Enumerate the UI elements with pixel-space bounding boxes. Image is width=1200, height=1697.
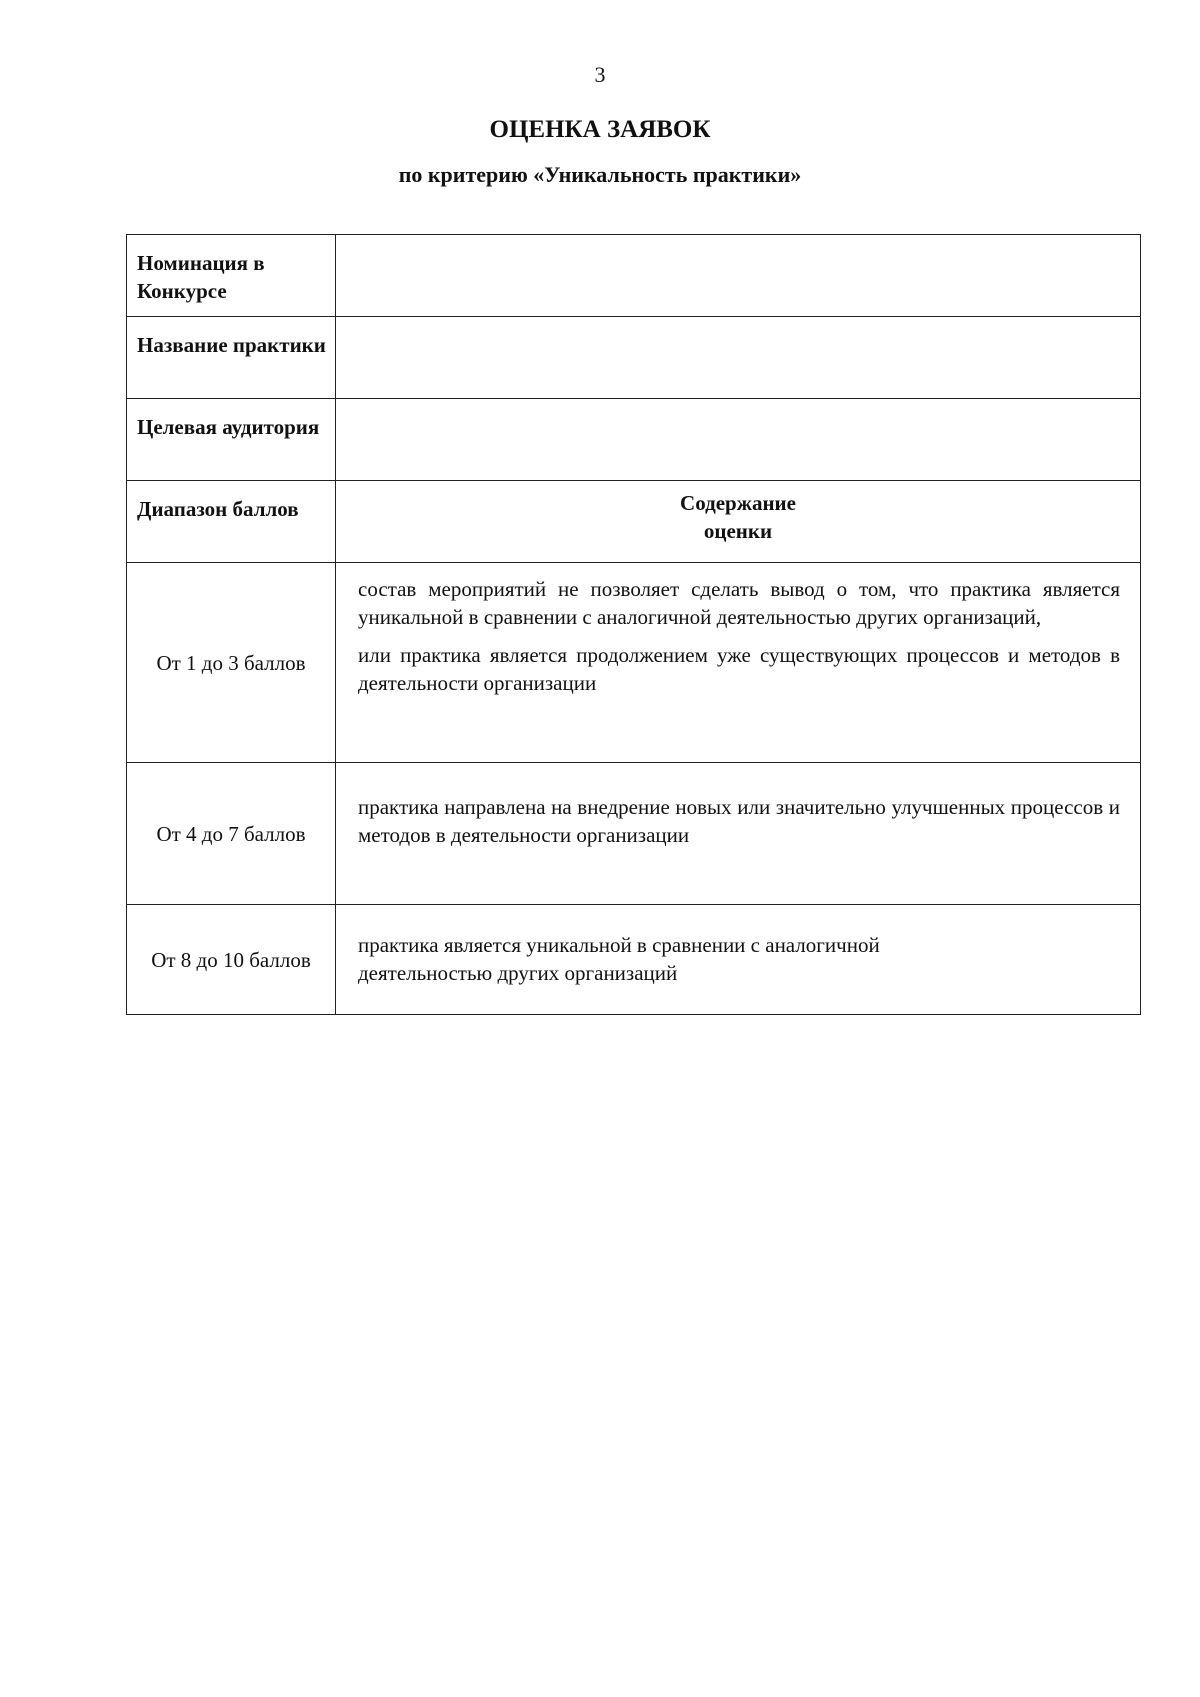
range-column-header: Диапазон баллов [127,481,336,563]
table-header-row [127,481,1141,563]
score-range-4-7: От 4 до 7 баллов [127,763,336,905]
score-range-8-10: От 8 до 10 баллов [127,905,336,1015]
nomination-value[interactable] [336,235,1141,317]
score-row-4-7 [127,763,1141,905]
content-column-header-text: Содержание оценки [680,491,796,543]
score-range-1-3: От 1 до 3 баллов [127,563,336,763]
table-row-nomination [127,235,1141,317]
score-description-4-7 [336,763,1141,905]
evaluation-table [126,234,1141,1015]
score-description-paragraph: состав мероприятий не позволяет сделать вывод о том, что практика является уникальной в сравнении с аналогичной деятельностью других организаций, [358,577,1120,629]
document-title: ОЦЕНКА ЗАЯВОК [489,116,711,143]
score-description-paragraph: практика является уникальной в сравнении с аналогичной деятельностью других организаций [358,933,880,985]
page-number: 3 [594,62,606,87]
table-row-target-audience [127,399,1141,481]
practice-name-value[interactable] [336,317,1141,399]
target-audience-label: Целевая аудитория [127,399,336,481]
nomination-label: Номинация в Конкурсе [127,235,336,317]
score-description-paragraph: практика направлена на внедрение новых или значительно улучшенных процессов и методов в деятельности организации [358,795,1120,847]
content-column-header [336,481,1141,563]
score-description-paragraph: или практика является продолжением уже существующих процессов и методов в деятельности организации [358,643,1120,695]
target-audience-value[interactable] [336,399,1141,481]
score-row-1-3 [127,563,1141,763]
document-subtitle: по критерию «Уникальность практики» [398,162,802,187]
score-description-1-3 [336,563,1141,763]
table-row-practice-name [127,317,1141,399]
score-description-8-10 [336,905,1141,1015]
score-row-8-10 [127,905,1141,1015]
practice-name-label: Название практики [127,317,336,399]
